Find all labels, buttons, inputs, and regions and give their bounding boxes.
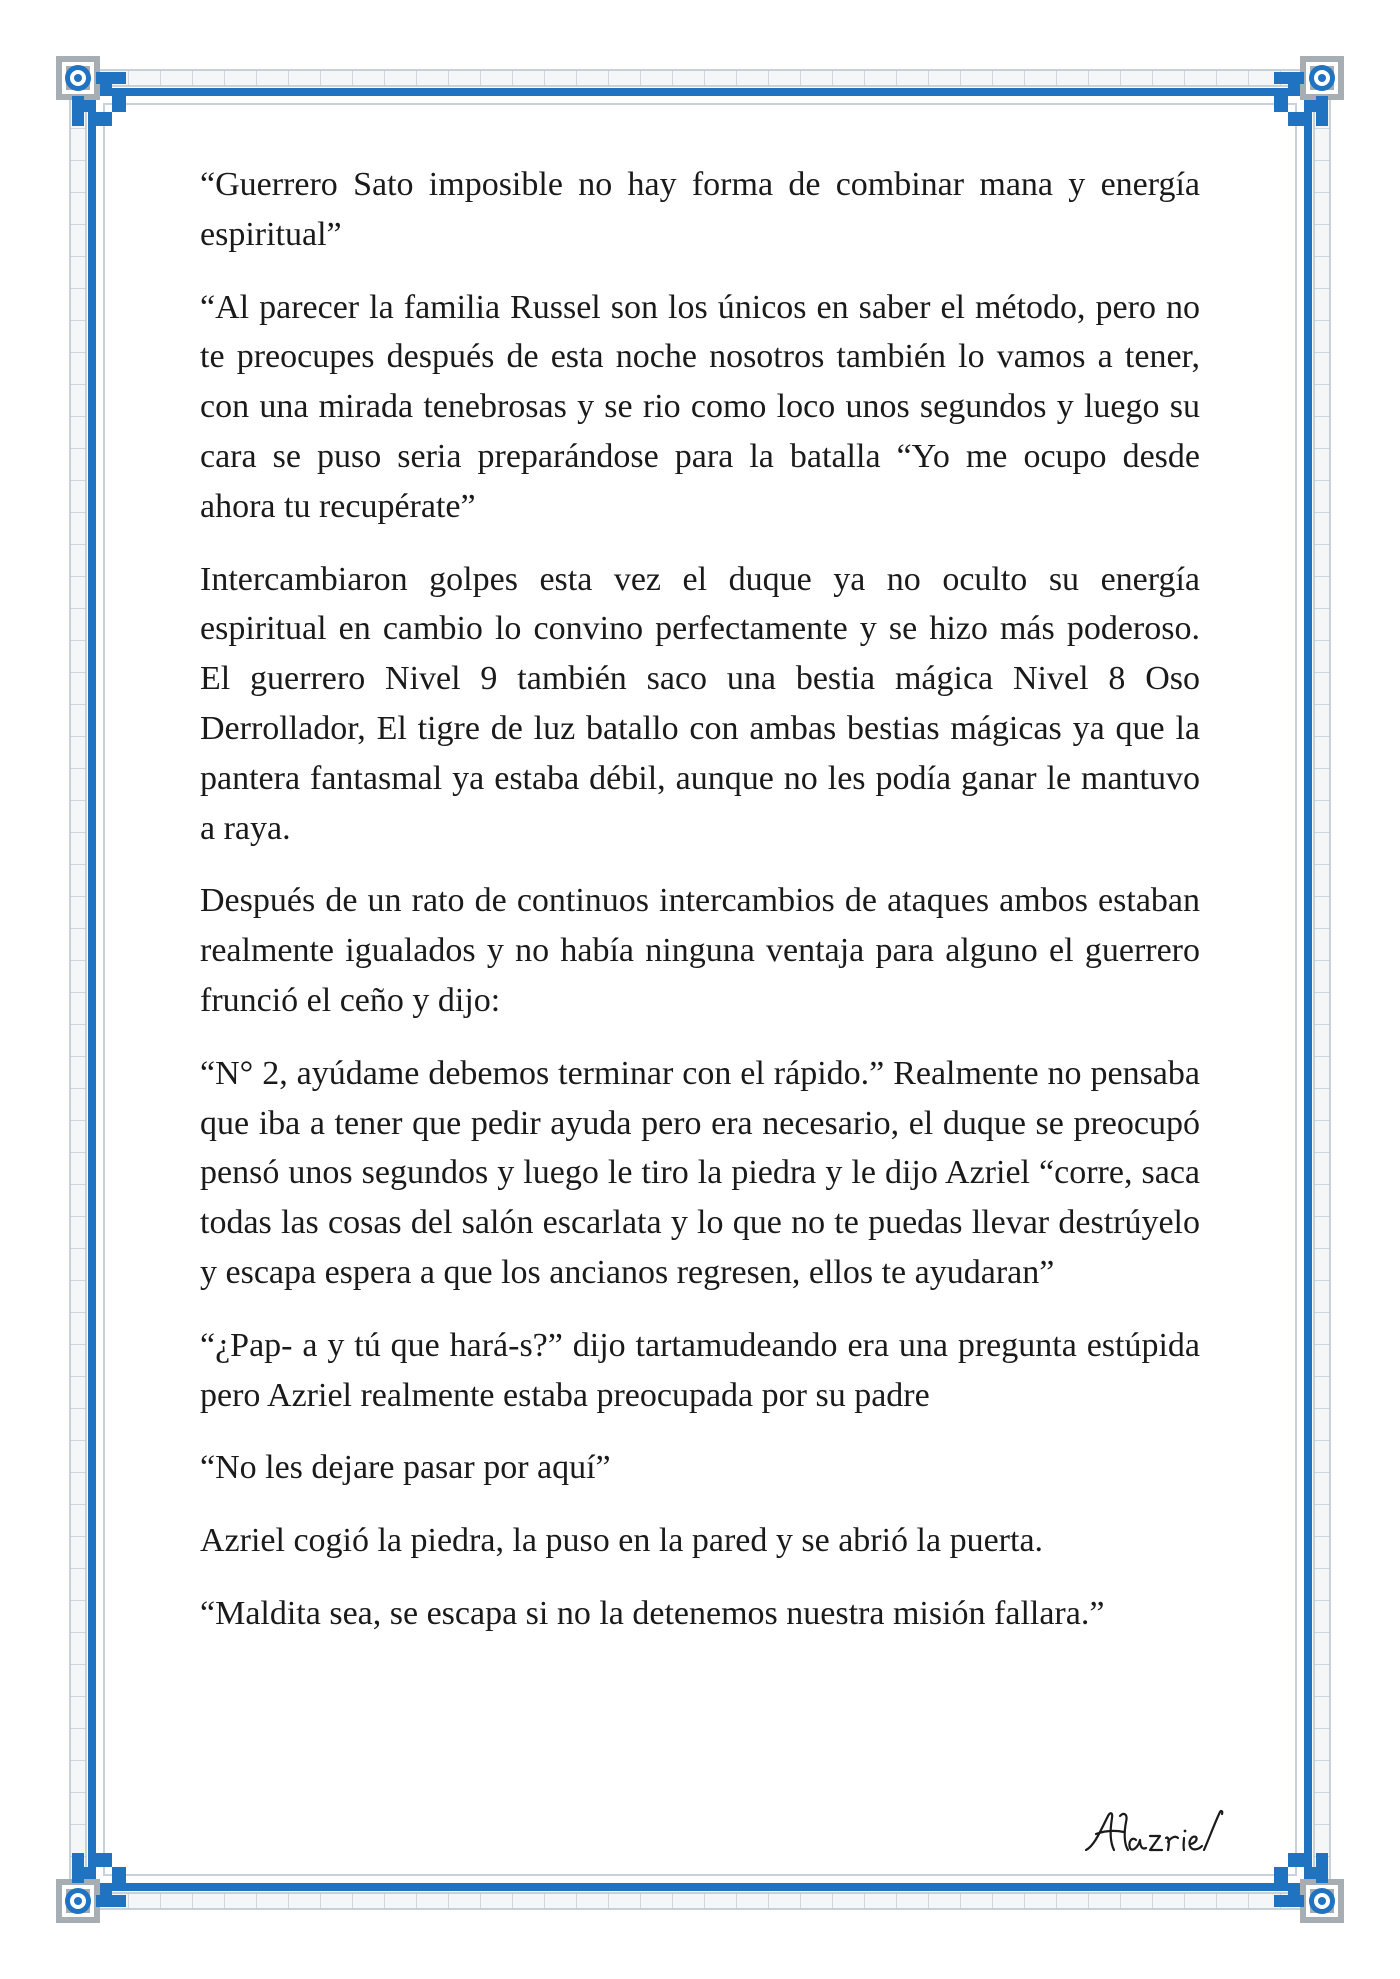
- paragraph: Intercambiaron golpes esta vez el duque ya no oculto su energía espiritual en cambio lo convino perfectamente y se hizo más poderoso. El guerrero Nivel 9 también saco una bestia mágica Nivel 8 Oso Derrollador, El tigre de luz batallo con ambas bestias mágicas ya que la pantera fantasmal ya estaba débil, aunque no les podía ganar le mantuvo a raya.: [200, 560, 1200, 847]
- paragraph: “No les dejare pasar por aquí”: [200, 1449, 611, 1487]
- paragraph: “¿Pap- a y tú que hará-s?” dijo tartamudeando era una pregunta estúpida pero Azriel realmente estaba preocupada por su padre: [200, 1326, 1200, 1414]
- paragraph: “Al parecer la familia Russel son los únicos en saber el método, pero no te preocupes después de esta noche nosotros también lo vamos a tener, con una mirada tenebrosas y se rio como loco unos segundos y luego su cara se puso seria preparándose para la batalla “Yo me ocupo desde ahora tu recupérate”: [200, 288, 1200, 525]
- paragraph: “Guerrero Sato imposible no hay forma de combinar mana y energía espiritual”: [200, 166, 1200, 253]
- story-text: [200, 160, 1200, 1662]
- paragraph: Azriel cogió la piedra, la puso en la pared y se abrió la puerta.: [200, 1522, 1044, 1560]
- paragraph: “Maldita sea, se escapa si no la detenemos nuestra misión fallara.”: [200, 1594, 1105, 1632]
- paragraph: Después de un rato de continuos intercambios de ataques ambos estaban realmente igualados y no había ninguna ventaja para alguno el guerrero frunció el ceño y dijo:: [200, 882, 1200, 1019]
- paragraph: “N° 2, ayúdame debemos terminar con el rápido.” Realmente no pensaba que iba a tener que pedir ayuda pero era necesario, el duque se preocupó pensó unos segundos y luego le tiro la piedra y le dijo Azriel “corre, saca todas las cosas del salón escarlata y lo que no te puedas llevar destrúyelo y escapa espera a que los ancianos regresen, ellos te ayudaran”: [200, 1054, 1200, 1291]
- author-signature: [1080, 1806, 1230, 1862]
